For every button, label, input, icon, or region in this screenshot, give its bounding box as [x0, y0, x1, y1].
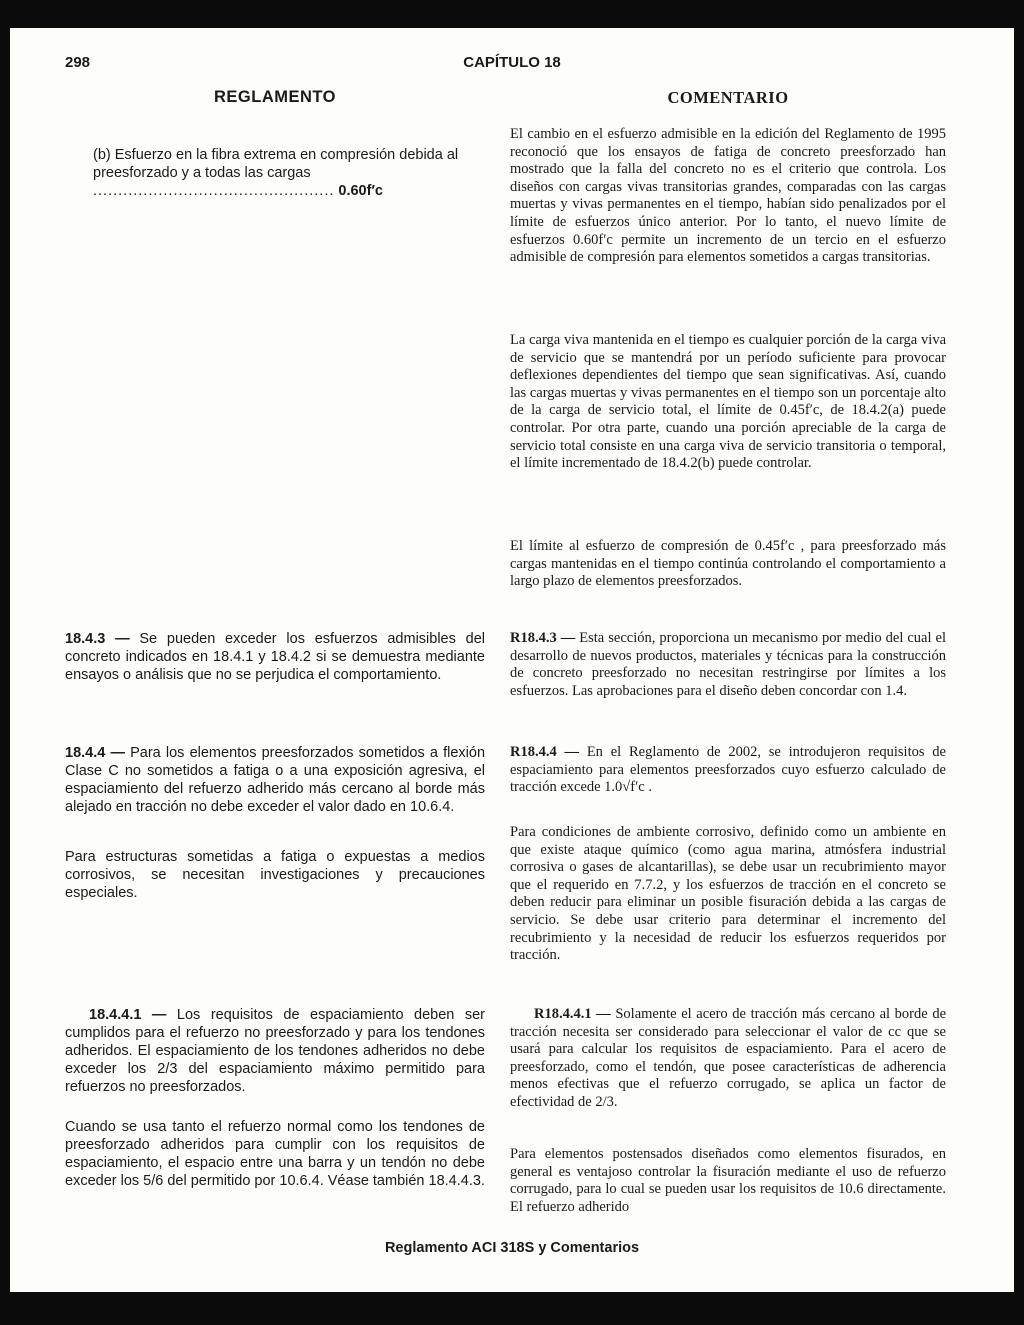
section-text: Para los elementos preesforzados sometidos a flexión Clase C no sometidos a fatiga o a una exposición agresiva, el espaciamiento del refuerzo adherido más cercano al borde más alejado en tracción no debe exceder el valor dado en 10.6.4.: [65, 745, 486, 815]
regulation-paragraph-cuando: [65, 1118, 485, 1190]
paragraph-text: El cambio en el esfuerzo admisible en la edición del Reglamento de 1995 reconoció que los ensayos de fatiga de concreto preesforzado han mostrado que la falla del concreto no es el criterio que controla. Los diseños con cargas vivas transitorias grandes, comparadas con las cargas muertas y vivas permanentes en el tiempo, habían sido penalizados por el límite de esfuerzos único anterior. Por lo tanto, el nuevo límite de esfuerzos 0.60f′c permite un incremento de un tercio en el esfuerzo admisible de compresión para elementos sometidos a cargas transitorias.: [510, 126, 946, 266]
commentary-paragraph-condiciones: [510, 824, 946, 965]
paragraph-text: Esta sección, proporciona un mecanismo por medio del cual el desarrollo de nuevos productos, materiales y técnicas para la construcción de concreto preesforzado no necesitan restringirse por límites a los esfuerzos. Las aprobaciones para el diseño deben concordar con 1.4.: [510, 630, 946, 699]
paragraph-text: La carga viva mantenida en el tiempo es cualquier porción de la carga viva de servicio que se mantendrá por un período suficiente para provocar deflexiones dependientes del tiempo que sean significativas. Así, cuando las cargas muertas y vivas permanentes en el tiempo son un porcentaje alto de la carga de servicio total, el límite de 0.45f′c, de 18.4.2(a) puede controlar. Por otra parte, cuando una porción apreciable de la carga de servicio total consiste en una carga viva de servicio transitoria o temporal, el límite incrementado de 18.4.2(b) puede controlar.: [510, 332, 946, 472]
chapter-title: CAPÍTULO 18: [463, 54, 561, 71]
commentary-paragraph-postensados: [510, 1146, 946, 1216]
section-text: Los requisitos de espaciamiento deben ser cumplidos para el refuerzo no preesforzado y para los tendones adheridos. El espaciamiento de los tendones adheridos no debe exceder los 2/3 del espaciamiento máximo permitido para refuerzos no preesforzados.: [65, 1007, 485, 1095]
regulation-item-b: [93, 146, 485, 200]
section-text: Para estructuras sometidas a fatiga o expuestas a medios corrosivos, se necesitan investigaciones y precauciones especiales.: [65, 849, 485, 901]
section-number: 18.4.3 —: [65, 631, 130, 647]
section-text: Se pueden exceder los esfuerzos admisibles del concreto indicados en 18.4.1 y 18.4.2 si se demuestra mediante ensayos o análisis que no se perjudica el comportamiento.: [65, 631, 485, 683]
regulation-column-heading: REGLAMENTO: [213, 88, 337, 106]
section-number: 18.4.4 —: [65, 745, 125, 761]
page-number: 298: [65, 54, 91, 71]
section-number: R18.4.4 —: [510, 744, 580, 760]
regulation-section-18-4-3: [65, 630, 485, 684]
paragraph-text: En el Reglamento de 2002, se introdujeron requisitos de espaciamiento para elementos preesforzados cuyo esfuerzo calculado de tracción excede 1.0√f′c .: [510, 744, 946, 796]
commentary-paragraph-cambio: [510, 126, 946, 267]
section-number: 18.4.4.1 —: [89, 1007, 167, 1023]
regulation-item-b-value: 0.60f′c: [334, 183, 383, 199]
commentary-paragraph-limite: [510, 538, 946, 591]
commentary-section-r18-4-4: [510, 744, 946, 797]
section-number: R18.4.4.1 —: [534, 1006, 611, 1022]
commentary-section-r18-4-3: [510, 630, 946, 700]
paragraph-text: Para elementos postensados diseñados como elementos fisurados, en general es ventajoso controlar la fisuración mediante el uso de refuerzo corrugado, para lo cual se pueden usar los requisitos de 10.6 directamente. El refuerzo adherido: [510, 1146, 946, 1215]
regulation-section-18-4-4-1: [65, 1006, 485, 1096]
commentary-section-r18-4-4-1: [510, 1006, 946, 1112]
paragraph-text: Solamente el acero de tracción más cercano al borde de tracción necesita ser considerado para seleccionar el valor de cc que se usará para calcular los requisitos de espaciamiento. Para el acero de preesforzado, como el tendón, que posee características de adherencia menos efectivas que el refuerzo corrugado, se aplica un factor de efectividad de 2/3.: [510, 1006, 947, 1110]
dotted-leader: ................................................: [93, 183, 335, 199]
section-text: Cuando se usa tanto el refuerzo normal como los tendones de preesforzado adheridos para cumplir con los requisitos de espaciamiento, el espacio entre una barra y un tendón no debe exceder los 5/6 del permitido por 10.6.4. Véase también 18.4.4.3.: [65, 1119, 485, 1189]
regulation-paragraph-fatiga: [65, 848, 485, 902]
document-page: [10, 28, 1014, 1292]
page-footer: Reglamento ACI 318S y Comentarios: [384, 1240, 640, 1256]
paragraph-text: Para condiciones de ambiente corrosivo, definido como un ambiente en que existe ataque químico (como agua marina, atmósfera industrial corrosiva o gases de alcantarillas), se debe usar un recubrimiento mayor que el requerido en 7.7.2, y los esfuerzos de tracción en el concreto se deben reducir para eliminar un posible fisuración debida a las cargas de servicio. Se debe usar criterio para determinar el incremento del recubrimiento y la necesidad de reducir los esfuerzos requeridos por tracción.: [510, 824, 946, 964]
commentary-column-heading: COMENTARIO: [667, 88, 789, 107]
section-number: R18.4.3 —: [510, 630, 576, 646]
regulation-section-18-4-4: [65, 744, 485, 816]
regulation-item-b-text: (b) Esfuerzo en la fibra extrema en compresión debida al preesforzado y a todas las cargas: [93, 147, 459, 181]
commentary-paragraph-carga-viva: [510, 332, 946, 473]
paragraph-text: El límite al esfuerzo de compresión de 0.45f′c , para preesforzado más cargas mantenidas en el tiempo continúa controlando el comportamiento a largo plazo de elementos preesforzados.: [510, 538, 946, 590]
